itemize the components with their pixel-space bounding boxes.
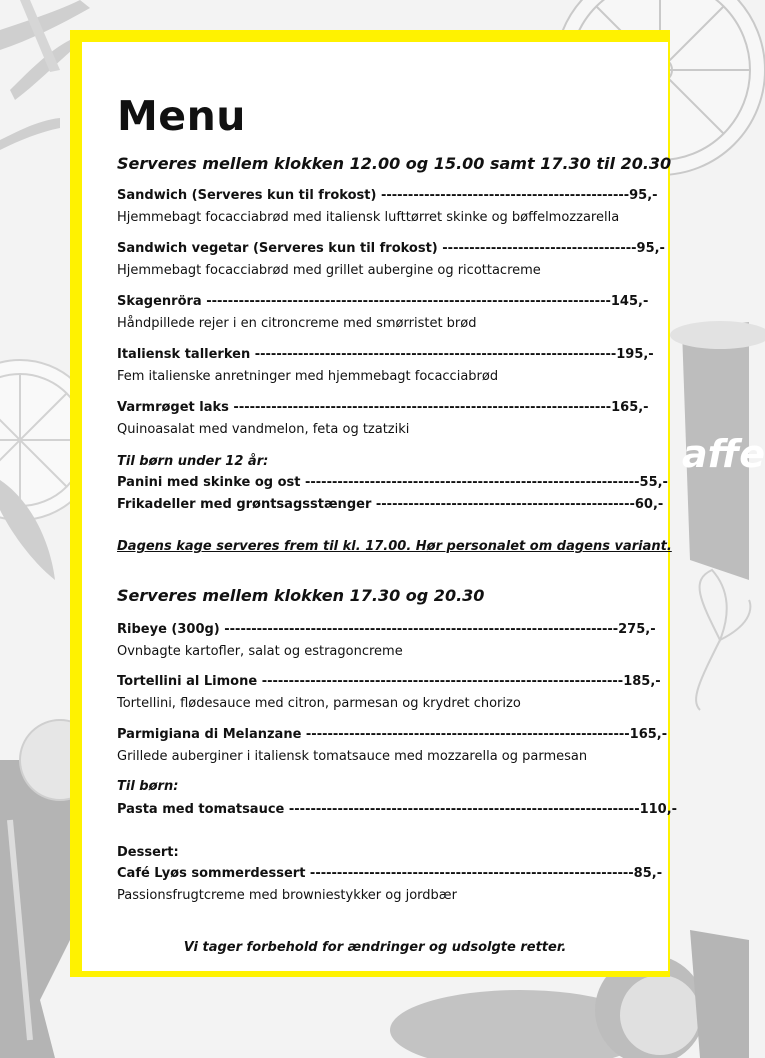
menu-item-name-price: Skagenröra ---------------------------------------------------------------------------145,- <box>117 294 649 309</box>
menu-item-name-price: Frikadeller med grøntsagsstænger ------------------------------------------------60,- <box>117 497 664 512</box>
menu-item-name-price: Varmrøget laks ----------------------------------------------------------------------165,- <box>117 400 649 415</box>
menu-item <box>117 801 678 819</box>
menu-item <box>117 474 668 492</box>
menu-item <box>117 621 656 661</box>
menu-item <box>117 187 658 227</box>
menu-item <box>117 346 654 386</box>
menu-item-description: Ovnbagte kartofler, salat og estragoncreme <box>117 644 403 659</box>
section-heading-lunch: Serveres mellem klokken 12.00 og 15.00 samt 17.30 til 20.30 <box>117 154 672 173</box>
menu-item-name-price: Ribeye (300g) -------------------------------------------------------------------------275,- <box>117 622 656 637</box>
menu-item-description: Quinoasalat med vandmelon, feta og tzatziki <box>117 422 410 437</box>
menu-item <box>117 293 649 333</box>
menu-item-name-price: Italiensk tallerken -------------------------------------------------------------------195,- <box>117 347 654 362</box>
menu-item <box>117 399 649 439</box>
flower-icon <box>696 570 750 710</box>
menu-item-name-price: Tortellini al Limone -------------------------------------------------------------------185,- <box>117 674 661 689</box>
menu-item-name-price: Café Lyøs sommerdessert ------------------------------------------------------------85,- <box>117 866 663 881</box>
menu-item <box>117 240 665 280</box>
menu-item <box>117 726 668 766</box>
menu-item-description: Håndpillede rejer i en citroncreme med smørristet brød <box>117 316 477 331</box>
footer-disclaimer: Vi tager forbehold for ændringer og udsolgte retter. <box>183 940 567 955</box>
menu-item-name-price: Pasta med tomatsauce -----------------------------------------------------------------110,- <box>117 802 678 817</box>
cake-note: Dagens kage serveres frem til kl. 17.00. Hør personalet om dagens variant. <box>117 539 672 554</box>
menu-item-name-price: Sandwich vegetar (Serveres kun til frokost) ------------------------------------95,- <box>117 241 665 256</box>
page-title: Menu <box>117 92 246 140</box>
section-heading-dinner: Serveres mellem klokken 17.30 og 20.30 <box>117 586 485 605</box>
menu-item-description: Hjemmebagt focacciabrød med grillet aubergine og ricottacreme <box>117 263 541 278</box>
menu-item <box>117 865 663 905</box>
cafe-cup-lettering: affe <box>682 432 765 476</box>
menu-item-name-price: Sandwich (Serveres kun til frokost) ----------------------------------------------95,- <box>117 188 658 203</box>
menu-item-description: Hjemmebagt focacciabrød med italiensk lufttørret skinke og bøffelmozzarella <box>117 210 620 225</box>
menu-item-description: Grillede auberginer i italiensk tomatsauce med mozzarella og parmesan <box>117 749 588 764</box>
menu-item <box>117 673 661 713</box>
kids-label: Til børn: <box>117 779 179 794</box>
kids-label: Til børn under 12 år: <box>117 454 269 469</box>
menu-item-description: Fem italienske anretninger med hjemmebagt focacciabrød <box>117 369 499 384</box>
menu-item <box>117 496 664 514</box>
menu-item-name-price: Parmigiana di Melanzane ------------------------------------------------------------165,- <box>117 727 668 742</box>
dessert-label: Dessert: <box>117 845 179 860</box>
menu-item-description: Tortellini, flødesauce med citron, parmesan og krydret chorizo <box>117 696 521 711</box>
menu-item-name-price: Panini med skinke og ost --------------------------------------------------------------55,- <box>117 475 668 490</box>
menu-item-description: Passionsfrugtcreme med browniestykker og jordbær <box>117 888 457 903</box>
